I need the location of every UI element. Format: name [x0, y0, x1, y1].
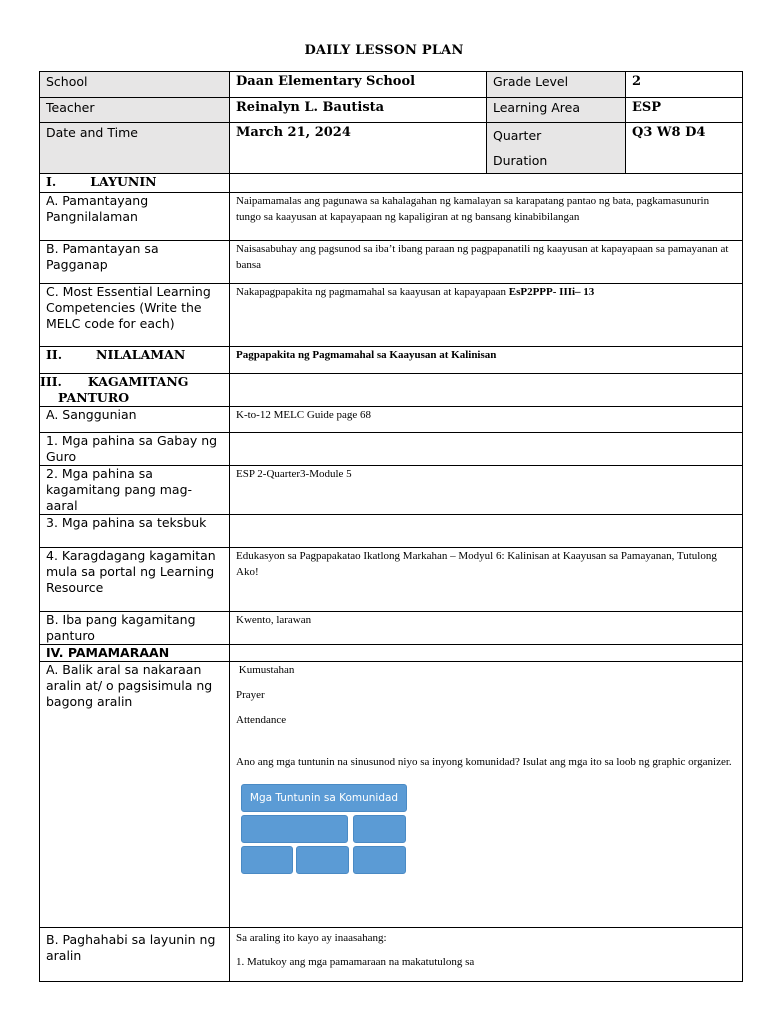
melc-code: EsP2PPP- IIIi– 13 — [508, 286, 595, 298]
section-number: II. — [46, 347, 63, 362]
row-value-cell — [230, 241, 743, 284]
row-label: B. Pamantayan sa Pagganap — [46, 241, 159, 272]
graphic-organizer — [241, 784, 411, 879]
pamantayan-pagganap-row — [40, 241, 743, 284]
organizer-title: Mga Tuntunin sa Komunidad — [241, 784, 407, 812]
row-value-cell — [230, 662, 743, 928]
grade-label: Grade Level — [493, 74, 569, 89]
row-label: A. Sanggunian — [46, 407, 137, 422]
kumustahan-line: Kumustahan — [236, 664, 295, 676]
organizer-box — [353, 846, 406, 874]
learning-area-value: ESP — [632, 100, 662, 115]
prayer-line: Prayer — [236, 689, 265, 701]
organizer-box — [296, 846, 349, 874]
kagamitan-header-cell — [40, 374, 230, 407]
nilalaman-row — [40, 347, 743, 374]
row-label-cell — [40, 284, 230, 347]
row-value: ESP 2-Quarter3-Module 5 — [236, 468, 352, 480]
document-title: DAILY LESSON PLAN — [304, 43, 464, 58]
date-label: Date and Time — [46, 125, 138, 140]
row-value-cell — [230, 515, 743, 548]
grade-value-cell — [626, 72, 743, 98]
row-value-cell — [230, 284, 743, 347]
section-number: III. — [40, 374, 62, 389]
pamantayang-pangnilalaman-row — [40, 193, 743, 241]
organizer-box — [241, 846, 293, 874]
row-label-cell — [40, 662, 230, 928]
balik-aral-row — [40, 662, 743, 928]
melc-row — [40, 284, 743, 347]
school-value-cell — [230, 72, 487, 98]
layunin-row — [40, 174, 743, 193]
row-value-cell — [230, 466, 743, 515]
row-label: 1. Mga pahina sa Gabay ng Guro — [46, 433, 218, 464]
layunin-value-cell — [230, 174, 743, 193]
row-label: 3. Mga pahina sa teksbuk — [46, 515, 207, 530]
row-value-cell — [230, 548, 743, 612]
layunin-header-cell — [40, 174, 230, 193]
school-label: School — [46, 74, 88, 89]
nilalaman-value: Pagpapakita ng Pagmamahal sa Kaayusan at Kalinisan — [236, 349, 497, 361]
row-label: C. Most Essential Learning Competencies (Write the MELC code for each) — [46, 284, 211, 331]
attendance-line: Attendance — [236, 714, 287, 726]
section-number: I. — [46, 174, 57, 189]
kagamitan-row — [40, 374, 743, 407]
row-label-cell — [40, 515, 230, 548]
school-label-cell — [40, 72, 230, 98]
row-value: Naisasabuhay ang pagsunod sa iba’t ibang paraan ng pagpapanatili ng kaayusan at kapayapaan sa pamayanan at bansa — [236, 243, 729, 271]
school-value: Daan Elementary School — [236, 74, 416, 89]
row-value: Edukasyon sa Pagpapakatao Ikatlong Markahan – Modyul 6: Kalinisan at Kaayusan sa Pamayanan, Tutulong Ako! — [236, 550, 717, 578]
lesson-plan-table — [39, 71, 743, 982]
section-label: NILALAMAN — [96, 347, 186, 362]
row-value-cell — [230, 433, 743, 466]
nilalaman-value-cell — [230, 347, 743, 374]
row-label-cell — [40, 407, 230, 433]
paghahabi-line-1: Sa araling ito kayo ay inaasahang: — [236, 932, 387, 944]
section-nilalaman-heading — [46, 347, 223, 363]
row-label-cell — [40, 241, 230, 284]
row-label: B. Iba pang kagamitang panturo — [46, 612, 196, 643]
area-label-cell — [487, 98, 626, 123]
grade-value: 2 — [632, 74, 642, 89]
section-label: KAGAMITANG — [87, 374, 189, 389]
quarter-value: Q3 W8 D4 — [632, 125, 706, 140]
teacher-label: Teacher — [46, 100, 95, 115]
section-label: LAYUNIN — [90, 174, 157, 189]
row-value-cell — [230, 612, 743, 645]
row-label-cell — [40, 612, 230, 645]
school-row — [40, 72, 743, 98]
organizer-box — [353, 815, 406, 843]
learning-area-label: Learning Area — [493, 100, 581, 115]
row-label: A. Pamantayang Pangnilalaman — [46, 193, 149, 224]
row-label: B. Paghahabi sa layunin ng aralin — [46, 932, 216, 963]
row-label: 4. Karagdagang kagamitan mula sa portal ng Learning Resource — [46, 548, 216, 595]
section-kagamitan-heading — [40, 374, 223, 390]
paghahabi-row — [40, 928, 743, 982]
gabay-row — [40, 433, 743, 466]
iba-pang-kagamitan-row — [40, 612, 743, 645]
quarter-label: Quarter — [493, 128, 542, 143]
teacher-value-cell — [230, 98, 487, 123]
date-row — [40, 123, 743, 174]
section-kagamitan-heading-2: PANTURO — [58, 390, 130, 405]
section-layunin-heading — [46, 174, 223, 190]
paghahabi-line-2: 1. Matukoy ang mga pamamaraan na makatutulong sa — [236, 956, 475, 968]
row-value: Kwento, larawan — [236, 614, 312, 626]
row-label: A. Balik aral sa nakaraan aralin at/ o pagsisimula ng bagong aralin — [46, 662, 213, 709]
kagamitan-value-cell — [230, 374, 743, 407]
date-value-cell — [230, 123, 487, 174]
row-label-cell — [40, 928, 230, 982]
duration-label: Duration — [493, 153, 548, 168]
kagamitang-pang-mag-aaral-row — [40, 466, 743, 515]
row-label-cell — [40, 548, 230, 612]
row-label: 2. Mga pahina sa kagamitang pang mag-aaral — [46, 466, 193, 513]
row-value: K-to-12 MELC Guide page 68 — [236, 409, 372, 421]
karagdagang-kagamitan-row — [40, 548, 743, 612]
row-value-cell — [230, 193, 743, 241]
row-value: Naipamamalas ang pagunawa sa kahalagahan ng kamalayan sa karapatang pantao ng bata, pagkamasunurin tungo sa kaayusan at kapayapaan ng kapaligiran at ng bansang kinabibilangan — [236, 195, 710, 223]
row-label-cell — [40, 433, 230, 466]
teksbuk-row — [40, 515, 743, 548]
organizer-box — [241, 815, 348, 843]
row-label-cell — [40, 193, 230, 241]
row-label-cell — [40, 466, 230, 515]
melc-text: Nakapagpapakita ng pagmamahal sa kaayusan at kapayapaan — [236, 286, 506, 298]
pamamaraan-row — [40, 645, 743, 662]
pamamaraan-value-cell — [230, 645, 743, 662]
section-pamamaraan-heading: IV. PAMAMARAAN — [46, 645, 170, 660]
area-value-cell — [626, 98, 743, 123]
teacher-label-cell — [40, 98, 230, 123]
sanggunian-row — [40, 407, 743, 433]
teacher-row — [40, 98, 743, 123]
date-label-cell — [40, 123, 230, 174]
pamamaraan-header-cell — [40, 645, 230, 662]
teacher-value: Reinalyn L. Bautista — [236, 100, 385, 115]
row-value-cell — [230, 928, 743, 982]
nilalaman-header-cell — [40, 347, 230, 374]
grade-label-cell — [487, 72, 626, 98]
quarter-label-cell — [487, 123, 626, 174]
row-value-cell — [230, 407, 743, 433]
quarter-value-cell — [626, 123, 743, 174]
row-value — [236, 284, 736, 300]
date-value: March 21, 2024 — [236, 125, 351, 140]
organizer-question: Ano ang mga tuntunin na sinusunod niyo sa inyong komunidad? Isulat ang mga ito sa loob ng graphic organizer. — [236, 756, 732, 768]
